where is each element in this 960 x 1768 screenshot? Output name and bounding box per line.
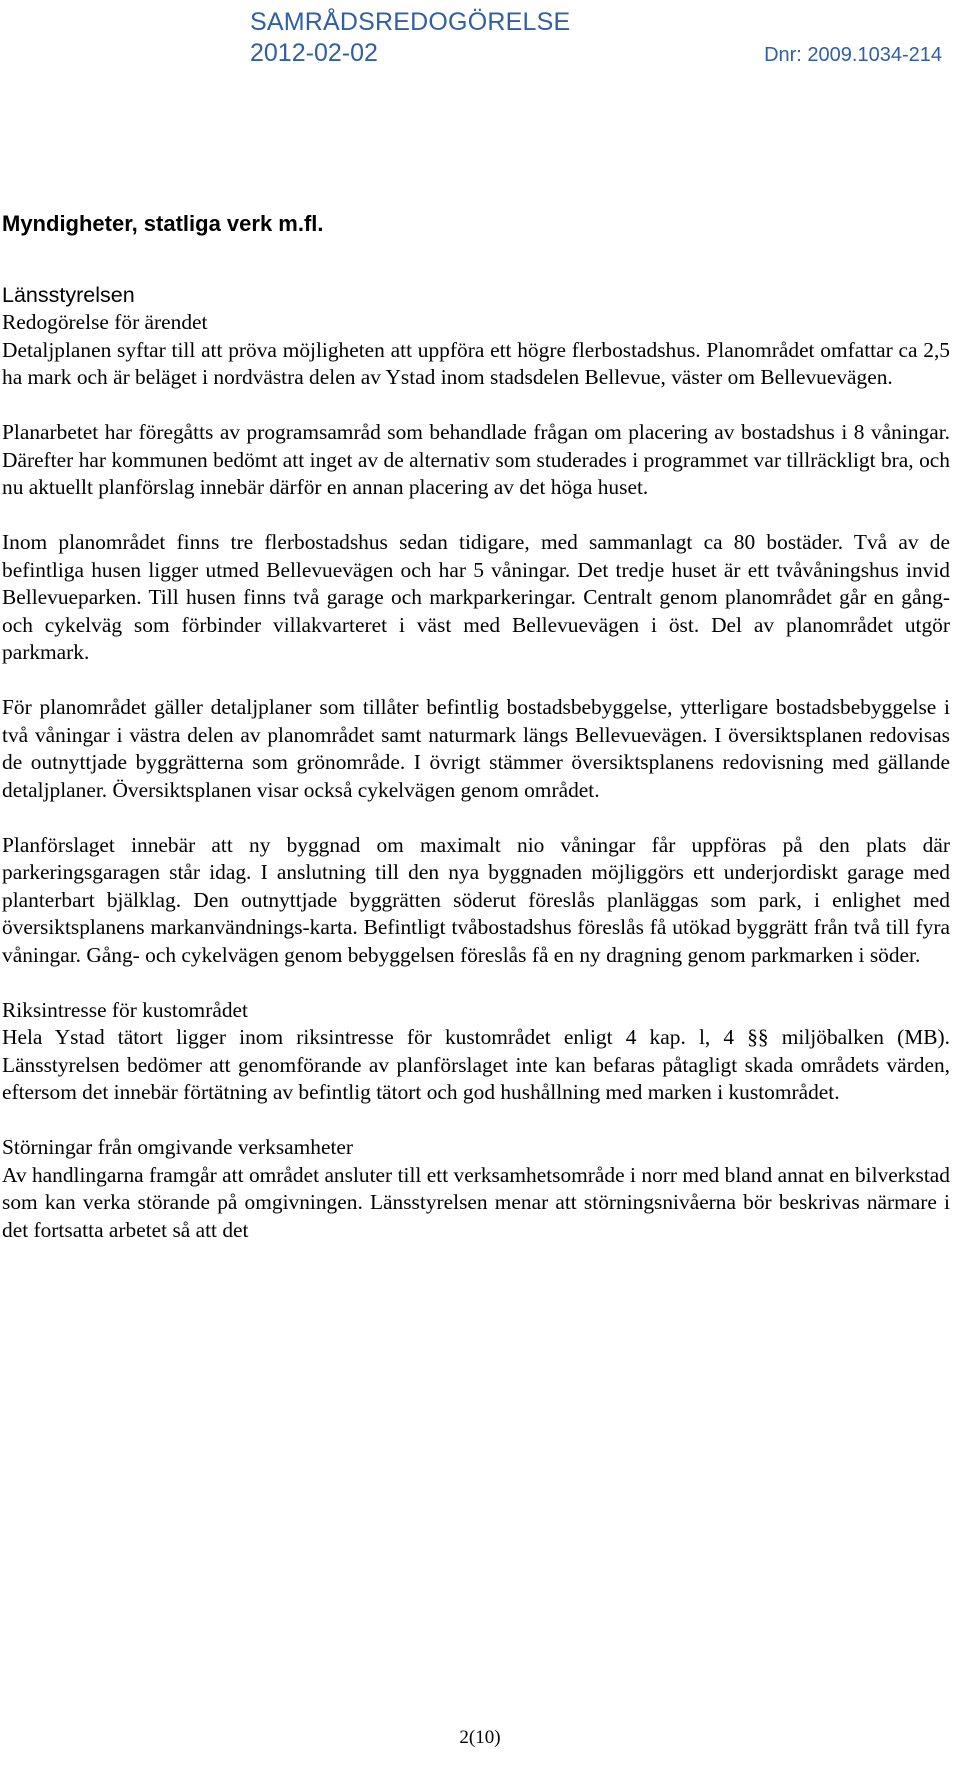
paragraph-plan-proposal: Planförslaget innebär att ny byggnad om maximalt nio våningar får uppföras på den plats där parkeringsgaragen står idag. I anslutning till den nya byggnaden möjliggörs ett underjordiskt garage med planterbart bjälklag. Den outnyttjade byggrätten söderut föreslås planläggas som park, i enlighet med översiktsplanens markanvändnings-karta. Befintligt tvåbostadshus föreslås få utökad byggrätt från två till fyra våningar. Gång- och cykelvägen genom bebyggelsen föreslås få en ny dragning genom parkmarken i söder. bbox=[2, 832, 950, 967]
subheading-storningar: Störningar från omgivande verksamheter bbox=[2, 1135, 354, 1159]
document-dnr: Dnr: 2009.1034-214 bbox=[764, 44, 942, 66]
paragraph-existing-buildings: Inom planområdet finns tre flerbostadshus sedan tidigare, med sammanlagt ca 80 bostäder. Två av de befintliga husen ligger utmed Bellevuevägen och har 5 våningar. Det tredje huset är ett tvåvåningshus invid Bellevueparken. Till husen finns två garage och markparkeringar. Centralt genom planområdet går en gång- och cykelväg som förbinder villakvarteret i väst med Bellevuevägen i öst. Del av planområdet utgör parkmark. bbox=[2, 530, 950, 664]
paragraph-current-plans: För planområdet gäller detaljplaner som tillåter befintlig bostadsbebyggelse, ytterligare bostadsbebyggelse i två våningar i västra delen av planområdet samt naturmark längs Bellevuevägen. I översiktsplanen redovisas de outnyttjade byggrätterna som grönområde. I övrigt stämmer översiktsplanens redovisning med gällande detaljplaner. Översiktsplanen visar också cykelvägen genom området. bbox=[2, 695, 950, 802]
header-meta-row bbox=[250, 38, 942, 70]
paragraph-program-consultation: Planarbetet har föregåtts av programsamråd som behandlade frågan om placering av bostadshus i 8 våningar. Därefter har kommunen bedömt att inget av de alternativ som studerades i programmet var tillräckligt bra, och nu aktuellt planförslag innebär därför en annan placering av det höga huset. bbox=[2, 420, 950, 499]
document-body bbox=[2, 211, 950, 1272]
paragraph-riksintresse: Hela Ystad tätort ligger inom riksintresse för kustområdet enligt 4 kap. l, 4 §§ miljöbalken (MB). Länsstyrelsen bedömer att genomförande av planförslaget inte kan befaras påtagligt skada områdets värden, eftersom det innebär förtätning av befintlig tätort och god hushållning med marken i kustområdet. bbox=[2, 1025, 950, 1104]
document-type: SAMRÅDSREDOGÖRELSE bbox=[250, 8, 571, 36]
paragraph-purpose: Detaljplanen syftar till att pröva möjligheten att uppföra ett högre flerbostadshus. Planområdet omfattar ca 2,5 ha mark och är beläget i nordvästra delen av Ystad inom stadsdelen Bellevue, väster om Bellevuevägen. bbox=[2, 337, 950, 389]
section-heading: Myndigheter, statliga verk m.fl. bbox=[2, 211, 324, 236]
authority-name: Länsstyrelsen bbox=[2, 283, 135, 307]
paragraph-storningar: Av handlingarna framgår att området ansluter till ett verksamhetsområde i norr med bland annat en bilverkstad som kan verka störande på omgivningen. Länsstyrelsen menar att störningsnivåerna bör beskrivas närmare i det fortsatta arbetet så att det bbox=[2, 1162, 950, 1242]
subheading-redogorelse: Redogörelse för ärendet bbox=[2, 310, 208, 334]
page-number: 2(10) bbox=[459, 1727, 501, 1748]
document-header bbox=[250, 7, 950, 70]
document-date: 2012-02-02 bbox=[250, 39, 378, 67]
subheading-riksintresse: Riksintresse för kustområdet bbox=[2, 997, 248, 1022]
